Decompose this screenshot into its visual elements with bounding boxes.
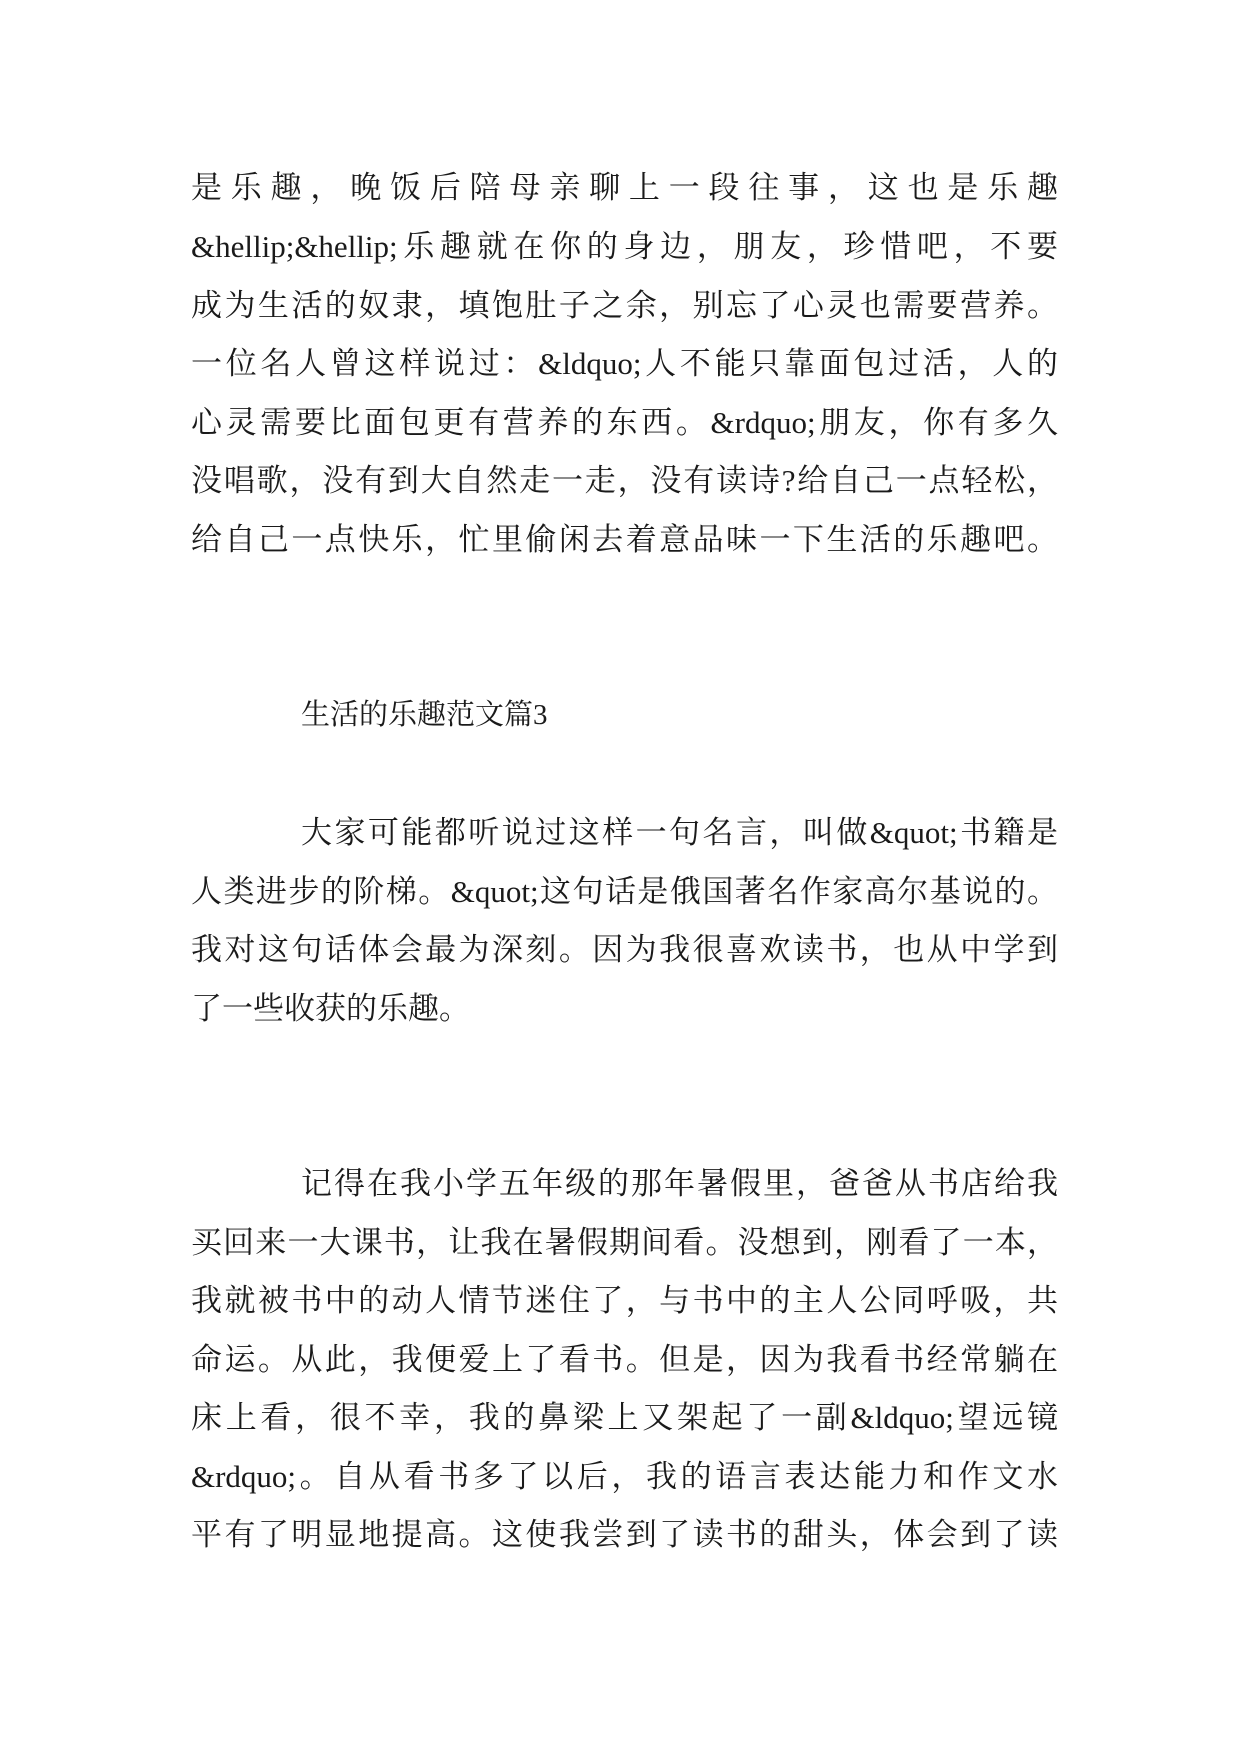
body-text-line: 心灵需要比面包更有营养的东西。&rdquo;朋友，你有多久 [191, 405, 1058, 440]
body-text-line: &rdquo;。自从看书多了以后，我的语言表达能力和作文水 [191, 1459, 1058, 1494]
body-text-line: 了一些收获的乐趣。 [191, 991, 470, 1026]
body-text-line: 成为生活的奴隶，填饱肚子之余，别忘了心灵也需要营养。 [191, 288, 1058, 323]
body-text-line: 我就被书中的动人情节迷住了，与书中的主人公同呼吸，共 [191, 1283, 1058, 1318]
body-text-line: 我对这句话体会最为深刻。因为我很喜欢读书，也从中学到 [191, 932, 1058, 967]
body-text-line: 人类进步的阶梯。&quot;这句话是俄国著名作家高尔基说的。 [191, 874, 1058, 909]
body-text-line: 记得在我小学五年级的那年暑假里，爸爸从书店给我 [301, 1166, 1058, 1201]
body-text-line: 给自己一点快乐，忙里偷闲去着意品味一下生活的乐趣吧。 [191, 522, 1058, 557]
body-text-line: 买回来一大课书，让我在暑假期间看。没想到，刚看了一本， [191, 1225, 1058, 1260]
body-text-line: 是乐趣，晚饭后陪母亲聊上一段往事，这也是乐趣 [191, 170, 1058, 205]
body-text-line: &hellip;&hellip;乐趣就在你的身边，朋友，珍惜吧，不要 [191, 229, 1058, 264]
body-text-line: 没唱歌，没有到大自然走一走，没有读诗?给自己一点轻松， [191, 463, 1058, 498]
body-text-line: 平有了明显地提高。这使我尝到了读书的甜头，体会到了读 [191, 1517, 1058, 1552]
section-heading: 生活的乐趣范文篇3 [301, 699, 548, 731]
body-text-line: 床上看，很不幸，我的鼻梁上又架起了一副&ldquo;望远镜 [191, 1400, 1058, 1435]
body-text-line: 大家可能都听说过这样一句名言，叫做&quot;书籍是 [301, 815, 1058, 850]
body-text-line: 一位名人曾这样说过：&ldquo;人不能只靠面包过活，人的 [191, 346, 1058, 381]
body-text-line: 命运。从此，我便爱上了看书。但是，因为我看书经常躺在 [191, 1342, 1058, 1377]
